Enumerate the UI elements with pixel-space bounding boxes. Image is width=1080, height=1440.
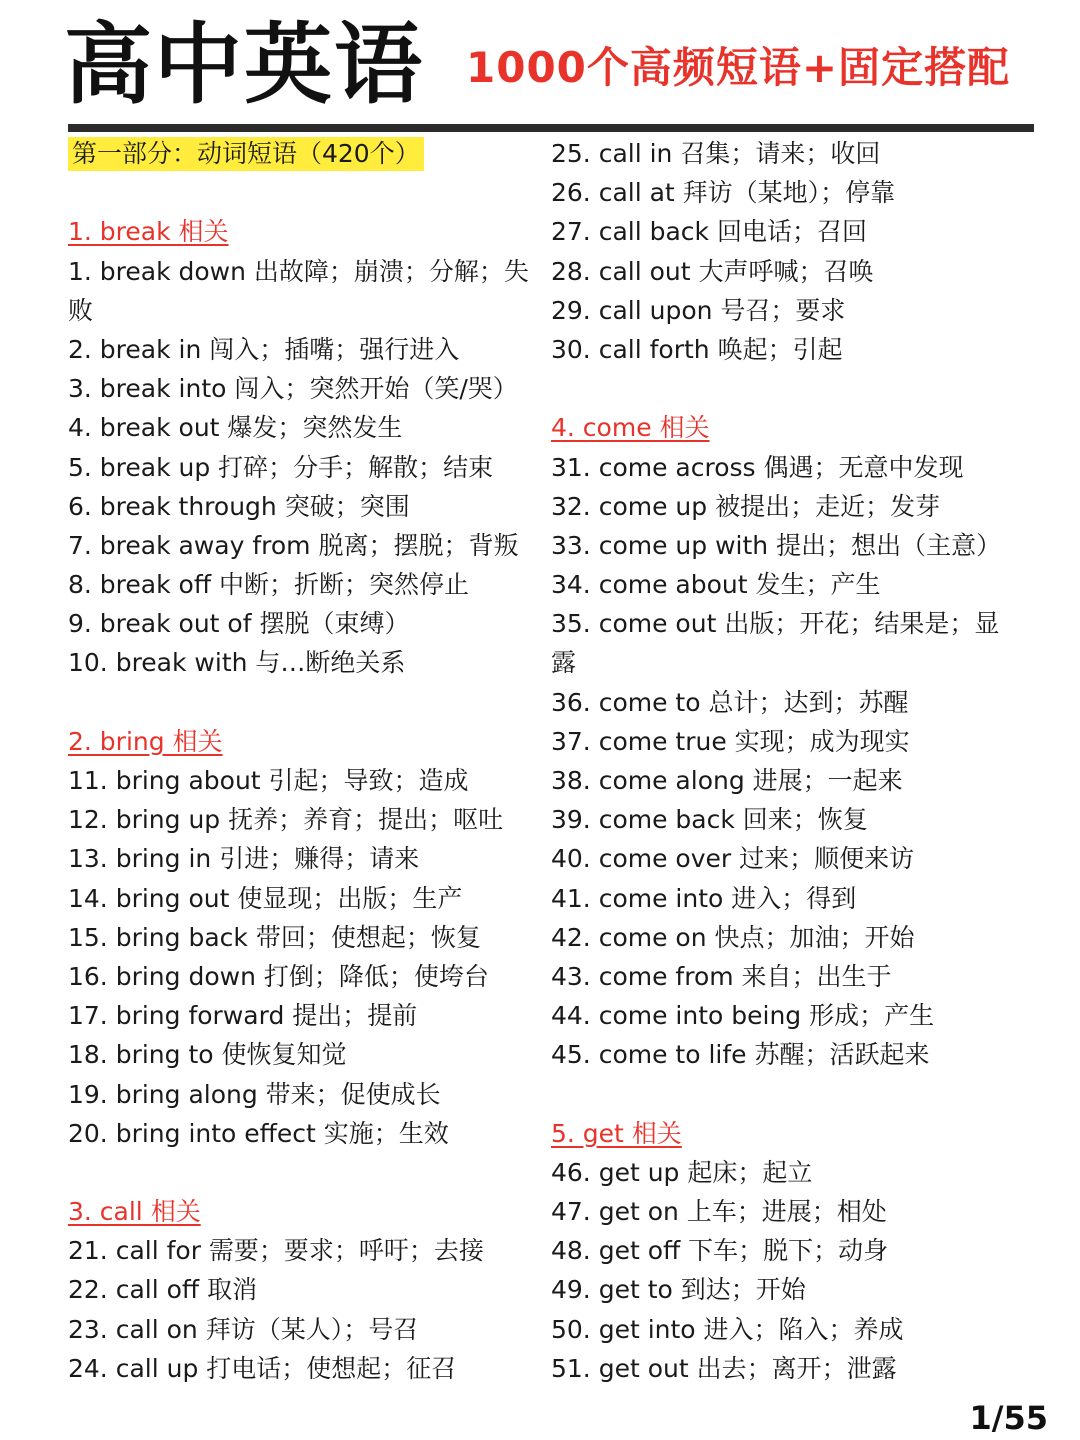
list-item: 30. call forth 唤起；引起: [551, 334, 843, 364]
list-item: 9. break out of 摆脱（束缚）: [68, 609, 410, 639]
section-list-bring: [68, 761, 538, 1153]
section-title-bring: 2. bring 相关: [68, 726, 223, 756]
list-item: 28. call out 大声呼喊；召唤: [551, 256, 874, 286]
section-title-come: 4. come 相关: [551, 413, 710, 443]
list-item: 3. break into 闯入；突然开始（笑/哭）: [68, 374, 518, 404]
section-list-get: [551, 1153, 1031, 1388]
page-subtitle: 1000个高频短语+固定搭配: [466, 43, 1011, 92]
list-item: 10. break with 与…断绝关系: [68, 648, 406, 678]
list-item: 51. get out 出去；离开；泄露: [551, 1353, 897, 1383]
page-header: [0, 0, 1080, 130]
list-item: 16. bring down 打倒；降低；使垮台: [68, 961, 489, 991]
list-item: 42. come on 快点；加油；开始: [551, 922, 915, 952]
header-divider: [68, 124, 1034, 132]
list-item: 50. get into 进入；陷入；养成: [551, 1314, 904, 1344]
section-list-break: [68, 252, 538, 683]
list-item: 46. get up 起床；起立: [551, 1157, 813, 1187]
list-item: 20. bring into effect 实施；生效: [68, 1118, 449, 1148]
list-item: 31. come across 偶遇；无意中发现: [551, 452, 964, 482]
list-item: 23. call on 拜访（某人）；号召: [68, 1314, 419, 1344]
spacer: [68, 683, 538, 722]
list-item: 32. come up 被提出；走近；发芽: [551, 491, 941, 521]
list-item: 18. bring to 使恢复知觉: [68, 1040, 347, 1070]
list-item: 44. come into being 形成；产生: [551, 1001, 935, 1031]
list-item: 13. bring in 引进；赚得；请来: [68, 844, 420, 874]
list-item: 29. call upon 号召；要求: [551, 295, 846, 325]
list-item: 19. bring along 带来；促使成长: [68, 1079, 441, 1109]
section-title-break: 1. break 相关: [68, 217, 229, 247]
spacer: [551, 1075, 1031, 1114]
list-item: 6. break through 突破；突围: [68, 491, 410, 521]
section-list-call-continued: [551, 134, 1031, 369]
section-list-come: [551, 448, 1031, 1075]
part-heading: 第一部分：动词短语（420个）: [68, 137, 424, 171]
list-item: 36. come to 总计；达到；苏醒: [551, 687, 909, 717]
list-item: 8. break off 中断；折断；突然停止: [68, 570, 469, 600]
list-item: 21. call for 需要；要求；呼吁；去接: [68, 1236, 484, 1266]
list-item: 26. call at 拜访（某地）；停靠: [551, 178, 896, 208]
list-item: 27. call back 回电话；召回: [551, 217, 867, 247]
spacer: [68, 1153, 538, 1192]
list-item: 2. break in 闯入；插嘴；强行进入: [68, 334, 460, 364]
list-item: 34. come about 发生；产生: [551, 570, 881, 600]
list-item: 35. come out 出版；开花；结果是；显: [551, 609, 1000, 639]
list-item: 38. come along 进展；一起来: [551, 766, 903, 795]
list-item: 37. come true 实现；成为现实: [551, 726, 910, 756]
list-item: 48. get off 下车；脱下；动身: [551, 1236, 889, 1266]
list-item: 24. call up 打电话；使想起；征召: [68, 1353, 457, 1383]
list-item: 12. bring up 抚养；养育；提出；呕吐: [68, 805, 504, 835]
list-item: 39. come back 回来；恢复: [551, 805, 868, 835]
list-item: 49. get to 到达；开始: [551, 1275, 806, 1305]
spacer: [68, 173, 538, 212]
spacer: [551, 369, 1031, 408]
list-item: 47. get on 上车；进展；相处: [551, 1197, 887, 1227]
list-item: 25. call in 召集；请来；收回: [551, 139, 881, 168]
left-column: [68, 134, 538, 1388]
list-item: 15. bring back 带回；使想起；恢复: [68, 922, 481, 952]
list-item: 7. break away from 脱离；摆脱；背叛: [68, 530, 519, 560]
list-item: 40. come over 过来；顺便来访: [551, 844, 915, 874]
list-item: 45. come to life 苏醒；活跃起来: [551, 1040, 930, 1070]
list-item: 17. bring forward 提出；提前: [68, 1001, 418, 1031]
list-item: 11. bring about 引起；导致；造成: [68, 766, 469, 795]
list-item: 22. call off 取消: [68, 1275, 258, 1305]
page-number: 1/55: [969, 1399, 1048, 1437]
page-title: 高中英语: [64, 13, 425, 116]
list-item: 败: [68, 295, 94, 325]
list-item: 5. break up 打碎；分手；解散；结束: [68, 452, 494, 482]
list-item: 14. bring out 使显现；出版；生产: [68, 883, 463, 913]
list-item: 4. break out 爆发；突然发生: [68, 413, 403, 443]
list-item: 露: [551, 648, 577, 678]
section-title-get: 5. get 相关: [551, 1118, 682, 1148]
part-heading-row: [68, 134, 538, 173]
section-list-call: [68, 1231, 538, 1388]
right-column: [551, 134, 1031, 1388]
section-title-call: 3. call 相关: [68, 1197, 201, 1227]
list-item: 1. break down 出故障；崩溃；分解；失: [68, 256, 529, 286]
list-item: 41. come into 进入；得到: [551, 883, 857, 913]
list-item: 43. come from 来自；出生于: [551, 961, 892, 991]
list-item: 33. come up with 提出；想出（主意）: [551, 530, 1002, 560]
